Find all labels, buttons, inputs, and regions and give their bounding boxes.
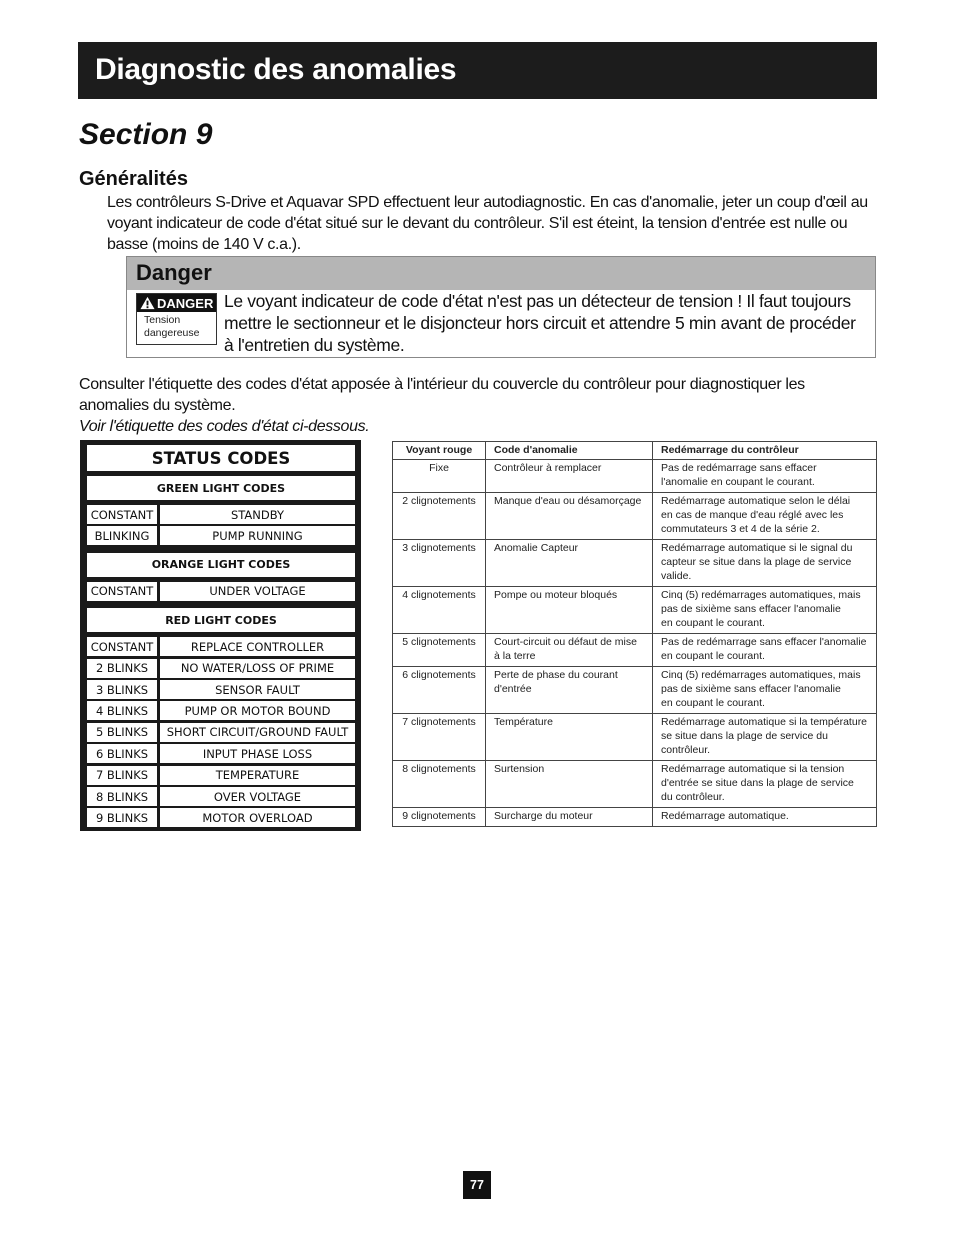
table-cell-code: Surtension [486,761,653,808]
table-cell-code: Manque d'eau ou désamorçage [486,493,653,540]
table-cell-voyant: 2 clignotements [393,493,486,540]
status-code-row [87,766,355,785]
status-code-row [87,787,355,806]
status-code-row [87,659,355,678]
generalites-heading: Généralités [79,168,188,190]
status-code-value: 6 BLINKS [87,744,157,763]
status-code-meaning: PUMP RUNNING [160,526,355,545]
table-cell-code: Surcharge du moteur [486,808,653,827]
status-code-meaning: UNDER VOLTAGE [160,582,355,601]
danger-label-bottom [137,312,216,340]
status-code-value: 5 BLINKS [87,723,157,742]
consult-paragraph [79,374,839,437]
table-cell-redemarrage: Redémarrage automatique selon le délai en cas de manque d'eau réglé avec les commutateurs 3 et 4 de la série 2. [653,493,877,540]
status-code-value: 7 BLINKS [87,766,157,785]
table-cell-code: Perte de phase du courant d'entrée [486,667,653,714]
status-codes-title: STATUS CODES [87,445,355,471]
danger-label-line2: dangereuse [144,327,200,339]
status-code-row [87,701,355,720]
table-cell-voyant: 7 clignotements [393,714,486,761]
status-codes-label [80,440,361,831]
page-header-title: Diagnostic des anomalies [95,53,457,86]
status-code-meaning: STANDBY [160,505,355,524]
table-row [393,460,877,493]
table-cell-voyant: 4 clignotements [393,587,486,634]
status-code-meaning: PUMP OR MOTOR BOUND [160,701,355,720]
status-code-row [87,505,355,524]
status-code-meaning: REPLACE CONTROLLER [160,637,355,656]
table-row [393,808,877,827]
table-cell-code: Pompe ou moteur bloqués [486,587,653,634]
danger-heading: Danger [136,260,212,285]
table-cell-redemarrage: Cinq (5) redémarrages automatiques, mais pas de sixième sans effacer l'anomalie en coupant le courant. [653,667,877,714]
danger-warning-label [136,293,217,345]
table-header-code: Code d'anomalie [486,442,653,460]
green-light-codes-heading: GREEN LIGHT CODES [87,476,355,500]
table-cell-redemarrage: Redémarrage automatique si la température se situe dans la plage de service du contrôleur. [653,714,877,761]
status-code-value: CONSTANT [87,505,157,524]
diagnostic-table [392,441,877,827]
table-cell-voyant: Fixe [393,460,486,493]
status-code-row [87,744,355,763]
table-header-redemarrage: Redémarrage du contrôleur [653,442,877,460]
status-code-value: CONSTANT [87,582,157,601]
status-code-meaning: INPUT PHASE LOSS [160,744,355,763]
table-cell-code: Température [486,714,653,761]
danger-label-line1: Tension [144,314,181,326]
status-code-meaning: SENSOR FAULT [160,680,355,699]
table-cell-voyant: 3 clignotements [393,540,486,587]
table-row [393,540,877,587]
status-code-value: 4 BLINKS [87,701,157,720]
table-cell-voyant: 6 clignotements [393,667,486,714]
table-row [393,761,877,808]
table-cell-code: Contrôleur à remplacer [486,460,653,493]
status-code-meaning: SHORT CIRCUIT/GROUND FAULT [160,723,355,742]
status-code-row [87,723,355,742]
table-cell-redemarrage: Cinq (5) redémarrages automatiques, mais pas de sixième sans effacer l'anomalie en coupant le courant. [653,587,877,634]
page-number: 77 [463,1171,491,1199]
status-code-row [87,808,355,827]
consult-text: Consulter l'étiquette des codes d'état apposée à l'intérieur du couvercle du contrôleur pour diagnostiquer les anomalies du système. [79,376,805,414]
status-code-value: 8 BLINKS [87,787,157,806]
status-code-row [87,582,355,601]
table-row [393,667,877,714]
status-code-row [87,526,355,545]
table-row [393,587,877,634]
status-code-value: CONSTANT [87,637,157,656]
status-code-meaning: TEMPERATURE [160,766,355,785]
table-cell-voyant: 5 clignotements [393,634,486,667]
status-code-meaning: MOTOR OVERLOAD [160,808,355,827]
consult-italic: Voir l'étiquette des codes d'état ci-dessous. [79,418,370,435]
warning-triangle-icon [140,296,155,310]
table-cell-redemarrage: Pas de redémarrage sans effacer l'anomalie en coupant le courant. [653,460,877,493]
danger-label-top [137,294,216,312]
generalites-text: Les contrôleurs S-Drive et Aquavar SPD effectuent leur autodiagnostic. En cas d'anomalie, jeter un coup d'œil au voyant indicateur de code d'état situé sur le devant du contrôleur. S'il est éteint, la tension d'entrée est nulle ou basse (moins de 140 V c.a.). [107,194,868,253]
red-light-codes-heading: RED LIGHT CODES [87,608,355,632]
table-cell-code: Court-circuit ou défaut de mise à la terre [486,634,653,667]
orange-light-codes-heading: ORANGE LIGHT CODES [87,553,355,577]
table-header-row [393,442,877,460]
table-cell-voyant: 8 clignotements [393,761,486,808]
table-row [393,493,877,540]
status-code-meaning: NO WATER/LOSS OF PRIME [160,659,355,678]
status-code-value: 9 BLINKS [87,808,157,827]
status-code-row [87,637,355,656]
status-code-meaning: OVER VOLTAGE [160,787,355,806]
section-title: Section 9 [79,118,213,151]
table-row [393,634,877,667]
status-code-row [87,680,355,699]
status-code-value: 3 BLINKS [87,680,157,699]
page-header-bar [78,42,877,99]
status-code-value: BLINKING [87,526,157,545]
table-cell-redemarrage: Redémarrage automatique si le signal du capteur se situe dans la plage de service valide. [653,540,877,587]
table-cell-code: Anomalie Capteur [486,540,653,587]
table-cell-redemarrage: Redémarrage automatique. [653,808,877,827]
status-code-value: 2 BLINKS [87,659,157,678]
danger-box [126,256,876,358]
danger-label-word: DANGER [157,295,214,311]
table-cell-redemarrage: Pas de redémarrage sans effacer l'anomalie en coupant le courant. [653,634,877,667]
table-cell-voyant: 9 clignotements [393,808,486,827]
table-header-voyant: Voyant rouge [393,442,486,460]
danger-text: Le voyant indicateur de code d'état n'est pas un détecteur de tension ! Il faut toujours mettre le sectionneur et le disjoncteur hors circuit et attendre 5 min avant de procéder à l'entretien du système. [224,291,856,355]
table-row [393,714,877,761]
table-cell-redemarrage: Redémarrage automatique si la tension d'entrée se situe dans la plage de service du contrôleur. [653,761,877,808]
danger-header [127,257,875,290]
